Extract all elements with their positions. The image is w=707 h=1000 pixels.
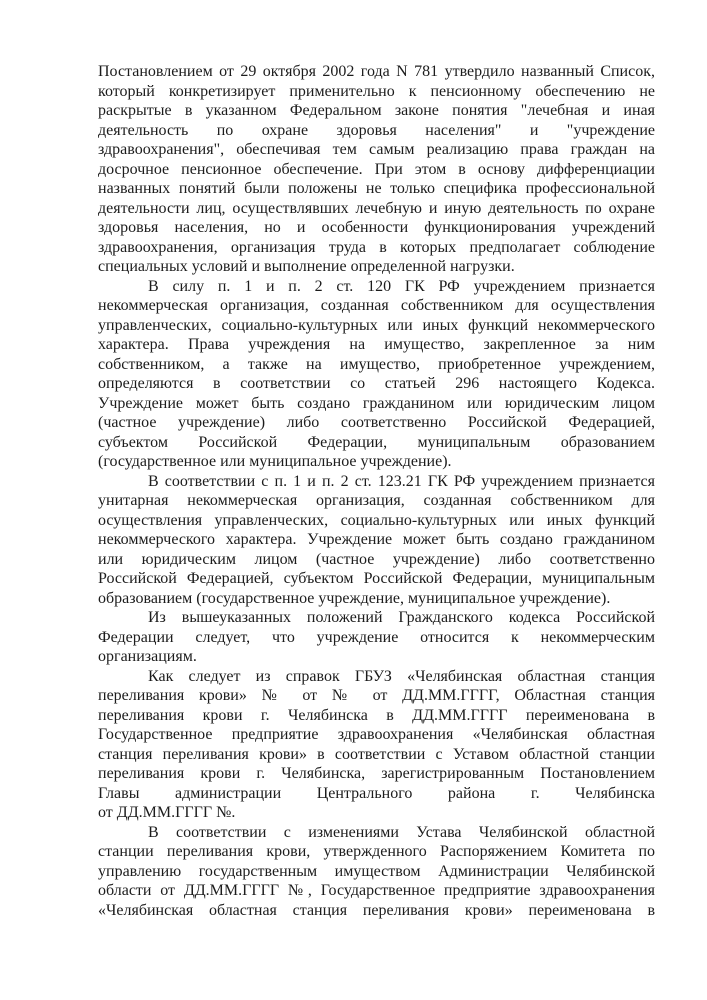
text-line: раскрытые в указанном Федеральном законе понятия "лечебная и иная [98,102,655,119]
text-line: специальных условий и выполнение определенной нагрузки. [98,258,515,275]
paragraph [98,608,655,667]
paragraph [98,277,655,472]
text-line: характера. Права учреждения на имущество, закрепленное за ним [98,336,655,353]
text-line: или юридическим лицом (частное учреждение) либо соответственно [98,550,655,568]
text-line: управленческих, социально-культурных или иных функций некоммерческого [98,316,655,334]
text-line: унитарная некоммерческая организация, созданная собственником для [98,492,655,509]
text-line: (частное учреждение) либо соответственно Российской Федерацией, [98,414,655,431]
text-line: В соответствии с изменениями Устава Челябинской областной [148,823,655,841]
text-line: переливания крови г. Челябинска, зарегистрированным Постановлением [98,765,655,782]
text-line: деятельность по охране здоровья населения" и "учреждение [98,121,655,139]
text-line: управлению государственным имуществом Администрации Челябинской [98,862,655,880]
text-line: Федерации следует, что учреждение относится к некоммерческим [98,628,655,646]
text-line: субъектом Российской Федерации, муниципальным образованием [98,433,655,451]
text-line: (государственное или муниципальное учреждение). [98,453,452,470]
text-line: Из вышеуказанных положений Гражданского кодекса Российской [148,609,655,626]
text-line: Российской Федерацией, субъектом Российской Федерации, муниципальным [98,570,655,587]
text-line: Постановлением от 29 октября 2002 года N 781 утвердило названный Список, [98,63,655,80]
text-line: некоммерческая организация, созданная собственником для осуществления [98,297,655,314]
text-line: некоммерческого характера. Учреждение может быть создано гражданином [98,531,655,548]
text-line: названных понятий были положены не только специфика профессиональной [98,180,655,197]
text-line: Главы администрации Центрального района г. Челябинска [98,784,655,802]
text-line: здравоохранения", обеспечивая тем самым реализацию права граждан на [98,141,655,158]
text-line: который конкретизирует применительно к пенсионному обеспечению не [98,82,655,100]
text-line: В силу п. 1 и п. 2 ст. 120 ГК РФ учреждением признается [148,277,655,295]
paragraph [98,472,655,609]
text-line: здравоохранения, организация труда в которых предполагает соблюдение [98,238,655,256]
text-line: образованием (государственное учреждение, муниципальное учреждение). [98,589,611,607]
text-line: станция переливания крови» в соответствии с Уставом областной станции [98,745,655,763]
text-line: досрочное пенсионное обеспечение. При этом в основу дифференциации [98,160,655,178]
text-line: переливания крови г. Челябинска в ДД.ММ.ГГГГ переименована в [98,706,655,724]
text-line: от ДД.ММ.ГГГГ №. [98,804,236,821]
paragraph [98,667,655,823]
text-line: станции переливания крови, утвержденного Распоряжением Комитета по [98,843,655,860]
text-line: деятельности лиц, осуществлявших лечебную и иную деятельность по охране [98,199,655,217]
text-line: собственником, а также на имущество, приобретенное учреждением, [98,355,655,373]
text-line: области от ДД.ММ.ГГГГ №, Государственное предприятие здравоохранения [98,882,655,899]
text-line: определяются в соответствии со статьей 296 настоящего Кодекса. [98,375,655,392]
text-line: переливания крови» № от № от ДД.ММ.ГГГГ, Областная станция [98,687,655,704]
text-line: здоровья населения, но и особенности функционирования учреждений [98,219,655,236]
text-line: осуществления управленческих, социально-культурных или иных функций [98,511,655,529]
text-line: Как следует из справок ГБУЗ «Челябинская областная станция [148,667,655,685]
paragraph [98,62,655,277]
text-line: Учреждение может быть создано гражданином или юридическим лицом [98,394,655,412]
text-line: Государственное предприятие здравоохранения «Челябинская областная [98,726,655,743]
paragraph [98,823,655,921]
text-line: В соответствии с п. 1 и п. 2 ст. 123.21 ГК РФ учреждением признается [148,472,655,490]
text-line: организациям. [98,648,197,665]
text-line: «Челябинская областная станция переливания крови» переименована в [98,901,655,919]
